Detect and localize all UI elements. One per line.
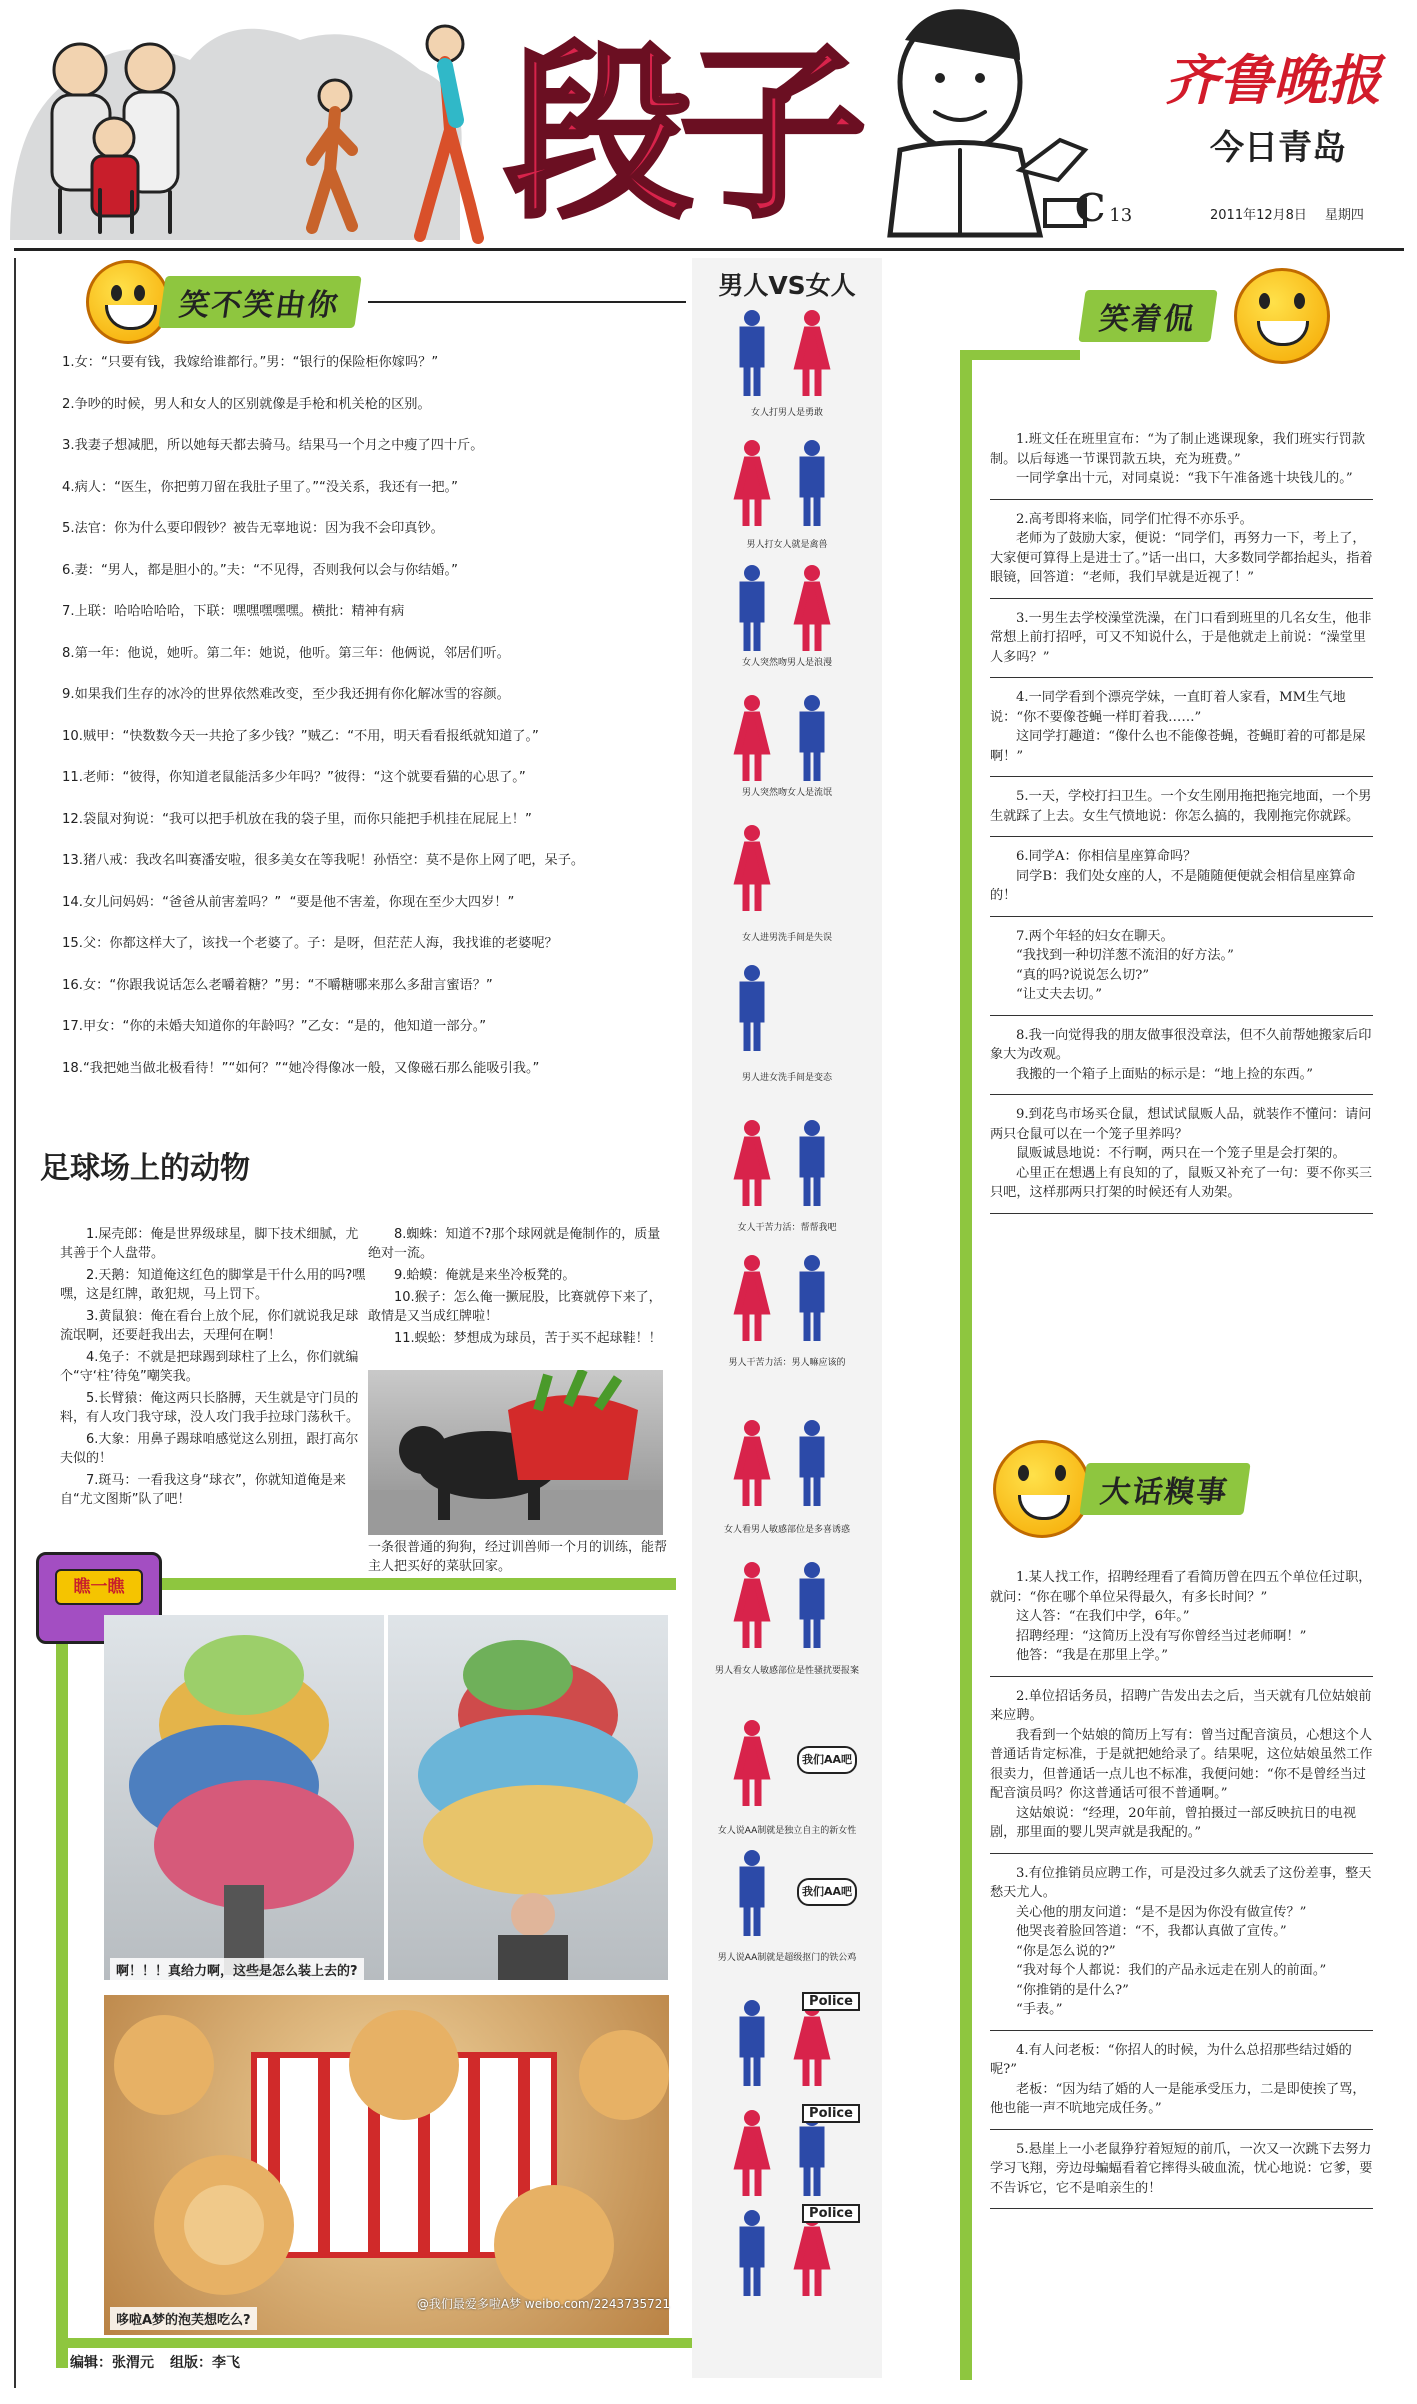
peek-label: 瞧一瞧 (55, 1569, 143, 1605)
weibo-watermark: @我们最爱多啦A梦 weibo.com/2243735721 (416, 2297, 670, 2311)
joke-paragraph: 他哭丧着脸回答道：“不，我都认真做了宣传。” (1016, 1924, 1287, 1939)
person-pictogram (803, 695, 821, 781)
pictogram-caption: 女人看男人敏感部位是多喜诱惑 (723, 1525, 850, 1535)
joke-paragraph: 3.有位推销员应聘工作，可是没过多久就丢了这份差事，整天愁天尤人。 (990, 1865, 1372, 1900)
joke-paragraph: 这姑娘说：“经理，20年前，曾拍摄过一部反映抗日的电视剧，那里面的婴儿哭声就是我配的。” (990, 1805, 1357, 1840)
cargo-photo-caption: 啊！！！真给力啊，这些是怎么装上去的? (110, 1958, 364, 1981)
man-vs-woman-column (692, 258, 882, 2378)
joke-paragraph: 1.班文任在班里宣布：“为了制止逃课现象，我们班实行罚款制。以后每逃一节课罚款五块，充为班费。” (990, 432, 1366, 467)
joke-block (990, 1095, 1373, 1214)
section-header-bragging (993, 1440, 1333, 1538)
joke-paragraph: 心里正在想遇上有良知的了，鼠贩又补充了一句：要不你买三只吧，这样那两只打架的时候还有人劝架。 (990, 1165, 1373, 1200)
joke-item: 16.女：“你跟我说话怎么老嚼着糖？”男：“不嚼糖哪来那么多甜言蜜语？” (62, 977, 493, 993)
laughing-smiley-icon (1234, 268, 1330, 364)
person-pictogram (743, 2000, 761, 2086)
page-digits: 13 (1109, 205, 1133, 226)
football-joke: 8.蜘蛛：知道不?那个球网就是俺制作的，质量绝对一流。 (368, 1227, 661, 1261)
person-pictogram (803, 440, 821, 526)
pictogram-caption: 男人打女人就是禽兽 (746, 540, 828, 550)
joke-block (990, 599, 1373, 679)
person-pictogram (738, 825, 766, 911)
joke-item: 4.病人：“医生，你把剪刀留在我肚子里了。”“没关系，我还有一把。” (62, 479, 458, 495)
joke-item: 18.“我把她当做北极看待！”“如何？”“她冷得像冰一般，又像磁石那么能吸引我。” (62, 1060, 540, 1076)
joke-paragraph: “手表。” (1016, 2002, 1063, 2017)
newspaper-name: 齐鲁晚报 (1165, 48, 1381, 112)
pictogram-strip (692, 258, 882, 2378)
credit-layout: 组版：李飞 (170, 2355, 240, 2371)
issue-date (1210, 204, 1364, 223)
person-pictogram (738, 1562, 766, 1648)
person-pictogram (738, 2110, 766, 2196)
football-column-2 (368, 1225, 668, 1351)
police-sign: Police (802, 1992, 860, 2011)
joke-item: 2.争吵的时候，男人和女人的区别就像是手枪和机关枪的区别。 (62, 396, 431, 412)
pictogram-caption: 男人突然吻女人是流氓 (741, 788, 832, 798)
joke-block (990, 420, 1373, 500)
person-pictogram (738, 1420, 766, 1506)
joke-item: 14.女儿问妈妈：“爸爸从前害羞吗？” “要是他不害羞，你现在至少大四岁！” (62, 894, 515, 910)
person-pictogram (803, 1562, 821, 1648)
joke-paragraph: 这人答：“在我们中学，6年。” (1016, 1609, 1190, 1624)
masthead (0, 0, 1417, 250)
joke-paragraph: “真的吗?说说怎么切?” (1016, 967, 1150, 983)
big-grin-smiley-icon (993, 1440, 1091, 1538)
football-joke: 10.猴子：怎么俺一撅屁股，比赛就停下来了，敢情是又当成红牌啦！ (368, 1290, 662, 1324)
pictogram-caption: 男人进女洗手间是变态 (741, 1073, 832, 1083)
section-title: 笑着侃 (1078, 290, 1217, 342)
section-title: 笑不笑由你 (158, 276, 361, 328)
football-joke: 5.长臂猿：俺这两只长胳膊，天生就是守门员的料，有人攻门我守球，没人攻门我手拉球门荡秋千。 (60, 1391, 360, 1425)
joke-block (990, 917, 1373, 1016)
section-divider (368, 301, 686, 303)
joke-block (990, 1016, 1373, 1096)
pictogram-caption: 女人打男人是勇敢 (750, 408, 823, 418)
person-pictogram (798, 310, 826, 396)
grinning-smiley-icon (86, 260, 170, 344)
joke-block (990, 1677, 1373, 1854)
joke-item: 7.上联：哈哈哈哈哈，下联：嘿嘿嘿嘿嘿。横批：精神有病 (62, 604, 405, 619)
joke-paragraph: 同学B：我们处女座的人，不是随随便便就会相信星座算命的！ (990, 868, 1356, 903)
father-head (54, 44, 106, 96)
section-header-chat (1082, 268, 1412, 364)
weekday-text: 星期四 (1324, 208, 1364, 223)
football-column-1 (60, 1225, 370, 1512)
joke-block (990, 1854, 1373, 2031)
child-head (94, 118, 134, 158)
person-pictogram (743, 1850, 761, 1936)
football-joke: 11.蜈蚣：梦想成为球员，苦于买不起球鞋！！ (394, 1331, 662, 1346)
joke-paragraph: 4.一同学看到个漂亮学妹，一直盯着人家看，MM生气地说：“你不要像苍蝇一样盯着我……” (990, 690, 1346, 725)
speech-bubble-woman: 我们AA吧 (797, 1746, 857, 1774)
edition-name: 今日青岛 (1210, 128, 1346, 168)
joke-item: 13.猪八戒：我改名叫赛潘安啦，很多美女在等我呢！孙悟空：莫不是你上网了吧，呆子。 (62, 853, 585, 868)
pictogram-caption: 女人突然吻男人是浪漫 (741, 658, 832, 668)
cargo-photo-left (104, 1615, 384, 1980)
person-pictogram (738, 695, 766, 781)
page-letter: C (1075, 185, 1106, 230)
person-pictogram (743, 965, 761, 1051)
person-pictogram (738, 1120, 766, 1206)
joke-paragraph: 7.两个年轻的妇女在聊天。 (1016, 928, 1174, 944)
person-pictogram (743, 2210, 761, 2296)
person-pictogram (738, 440, 766, 526)
green-frame-bottom (60, 2338, 710, 2348)
joke-block (990, 1558, 1373, 1677)
doraemon-puffs-photo (104, 1995, 669, 2335)
police-sign: Police (802, 2104, 860, 2123)
person-pictogram (738, 1720, 766, 1806)
date-text: 2011年12月8日 (1210, 208, 1307, 223)
dog-photo-caption: 一条很普通的狗狗，经过训兽师一个月的训练，能帮主人把买好的菜驮回家。 (368, 1540, 668, 1574)
joke-paragraph: 5.一天，学校打扫卫生。一个女生刚用拖把拖完地面，一个男生就踩了上去。女生气愤地说：你怎么搞的，我刚拖完你就踩。 (990, 789, 1372, 824)
joke-paragraph: “我对每个人都说：我们的产品永远走在别人的前面。” (1016, 1963, 1327, 1978)
joke-item: 1.女：“只要有钱，我嫁给谁都行。”男：“银行的保险柜你嫁吗？” (62, 355, 439, 370)
joke-paragraph: 招聘经理：“这简历上没有写你曾经当过老师啊！” (1016, 1628, 1307, 1644)
person-pictogram (803, 1255, 821, 1341)
joke-item: 6.妻：“男人，都是胆小的。”夫：“不见得，否则我何以会与你结婚。” (62, 562, 458, 578)
joke-paragraph: 9.到花鸟市场买仓鼠，想试试鼠贩人品，就装作不懂问：请问两只仓鼠可以在一个笼子里养吗？ (990, 1107, 1372, 1142)
person-pictogram (803, 1120, 821, 1206)
fan-icon (1020, 140, 1085, 180)
football-joke: 7.斑马：一看我这身“球衣”，你就知道俺是来自“尤文图斯”队了吧！ (60, 1473, 346, 1507)
person-pictogram (798, 2000, 826, 2086)
dog-photo (368, 1370, 663, 1535)
football-joke: 2.天鹅：知道俺这红色的脚掌是干什么用的吗?嘿嘿，这是红牌，敢犯规，马上罚下。 (60, 1268, 366, 1302)
joke-item: 5.法官：你为什么要印假钞？被告无辜地说：因为我不会印真钞。 (62, 521, 444, 536)
joke-item: 8.第一年：他说，她听。第二年：她说，他听。第三年：他俩说，邻居们听。 (62, 645, 510, 661)
joke-paragraph: 1.某人找工作，招聘经理看了看简历曾在四五个单位任过职，就问：“你在哪个单位呆得最久，有多长时间？” (990, 1570, 1372, 1605)
dog-illustration (368, 1370, 663, 1535)
person-pictogram (803, 1420, 821, 1506)
football-joke: 6.大象：用鼻子踢球咱感觉这么别扭，跟打高尔夫似的！ (60, 1432, 359, 1466)
football-joke: 4.兔子：不就是把球踢到球柱了上么，你们就编个“守‘柱’待兔”嘲笑我。 (60, 1350, 359, 1384)
pictogram-caption: 女人进男洗手间是失误 (741, 933, 832, 943)
man-vs-woman-title: 男人VS女人 (718, 271, 856, 300)
person-pictogram (743, 310, 761, 396)
joke-paragraph: 我搬的一个箱子上面贴的标示是：“地上捡的东西。” (1016, 1066, 1314, 1082)
joke-paragraph: 一同学拿出十元，对同桌说：“我下午准备逃十块钱儿的。” (1016, 471, 1353, 486)
section-title: 大话糗事 (1079, 1463, 1250, 1515)
pictogram-caption: 女人说AA制就是独立自主的新女性 (717, 1826, 857, 1836)
joke-paragraph: 6.同学A：你相信星座算命吗？ (1016, 849, 1197, 864)
joke-paragraph: “你推销的是什么?” (1016, 1982, 1129, 1998)
football-joke: 9.蛤蟆：俺就是来坐冷板凳的。 (394, 1268, 576, 1283)
football-joke: 1.屎壳郎：俺是世界级球星，脚下技术细腻，尤其善于个人盘带。 (60, 1227, 359, 1261)
joke-list (36, 353, 686, 1100)
credits (70, 2352, 240, 2372)
joke-item: 3.我妻子想减肥，所以她每天都去骑马。结果马一个月之中瘦了四十斤。 (62, 438, 484, 453)
person-pictogram (738, 1255, 766, 1341)
joke-paragraph: 5.悬崖上一小老鼠狰狞着短短的前爪，一次又一次跳下去努力学习飞翔，旁边母蝙蝠看着它摔得头破血流，忧心地说：它爹，要不告诉它，它不是咱亲生的！ (990, 2141, 1373, 2196)
joke-item: 11.老师：“彼得，你知道老鼠能活多少年吗？”彼得：“这个就要看猫的心思了。” (62, 770, 526, 785)
green-frame-left (56, 1578, 68, 2368)
joke-item: 10.贼甲：“快数数今天一共抢了多少钱？”贼乙：“不用，明天看看报纸就知道了。” (62, 728, 539, 744)
joke-paragraph: “让丈夫去切。” (1016, 987, 1103, 1002)
joke-block (990, 678, 1373, 777)
joke-paragraph: 他答：“我是在那里上学。” (1016, 1648, 1168, 1663)
joke-item: 17.甲女：“你的未婚夫知道你的年龄吗？”乙女：“是的，他知道一部分。” (62, 1019, 487, 1034)
joke-paragraph: 老师为了鼓励大家，便说：“同学们，再努力一下，考上了，大家便可算得上是进士了。”话一出口，大多数同学都抬起头，指着眼镜，回答道：“老师，我们早就是近视了！” (990, 531, 1373, 585)
joke-paragraph: 2.单位招话务员，招聘广告发出去之后，当天就有几位姑娘前来应聘。 (990, 1688, 1372, 1723)
mother-head (126, 44, 174, 92)
joke-paragraph: 我看到一个姑娘的简历上写有：曾当过配音演员，心想这个人普通话肯定标准，于是就把她给录了。结果呢，这位姑娘虽然工作很卖力，但普通话一点儿也不标准，我便问她：“你不是曾经当过配音演员吗？你这普通话可很不普通啊。” (990, 1727, 1373, 1801)
joke-paragraph: 2.高考即将来临，同学们忙得不亦乐乎。 (1016, 511, 1253, 527)
joke-paragraph: 4.有人问老板：“你招人的时候，为什么总招那些结过婚的呢?” (990, 2042, 1352, 2077)
masthead-rule (14, 248, 1404, 251)
page-number (1075, 185, 1132, 230)
joke-item: 12.袋鼠对狗说：“我可以把手机放在我的袋子里，而你只能把手机挂在屁屁上！” (62, 811, 532, 827)
pictogram-caption: 男人说AA制就是超级抠门的铁公鸡 (717, 1953, 857, 1963)
football-section-title: 足球场上的动物 (40, 1151, 250, 1186)
joke-paragraph: “你是怎么说的?” (1016, 1943, 1116, 1959)
green-frame-right-top (960, 350, 1080, 360)
section-header-laugh (86, 260, 686, 344)
page-title: 段子 (505, 25, 853, 244)
credit-editor: 编辑：张渭元 (70, 2355, 154, 2371)
joke-paragraph: “我找到一种切洋葱不流泪的好方法。” (1016, 948, 1234, 963)
joke-paragraph: 鼠贩诚恳地说：不行啊，两只在一个笼子里是会打架的。 (1016, 1146, 1346, 1161)
joke-paragraph: 关心他的朋友问道：“是不是因为你没有做宣传？” (1016, 1904, 1307, 1920)
joke-block (990, 777, 1373, 837)
joke-paragraph: 3.一男生去学校澡堂洗澡，在门口看到班里的几名女生，他非常想上前打招呼，可又不知说什么，于是他就走上前说：“澡堂里人多吗？” (990, 610, 1372, 665)
pictogram-caption: 女人干苦力活：帮帮我吧 (737, 1223, 837, 1233)
joke-paragraph: 8.我一向觉得我的朋友做事很没章法，但不久前帮她搬家后印象大为改观。 (990, 1027, 1372, 1062)
green-frame-right-column (960, 350, 972, 2380)
joke-paragraph: 老板：“因为结了婚的人一是能承受压力，二是即使挨了骂，他也能一声不吭地完成任务。” (990, 2081, 1366, 2116)
cargo-photo-right (388, 1615, 668, 1980)
pictogram-caption: 男人看女人敏感部位是性骚扰要报案 (714, 1666, 859, 1676)
joke-block (990, 2031, 1373, 2130)
joke-paragraph: 这同学打趣道：“像什么也不能像苍蝇，苍蝇盯着的可都是屎啊！” (990, 729, 1366, 764)
bragging-joke-list (990, 1558, 1373, 2209)
person-pictogram (743, 565, 761, 651)
football-joke: 3.黄鼠狼：俺在看台上放个屁，你们就说我足球流氓啊，还要赶我出去，天理何在啊！ (60, 1309, 359, 1343)
joke-block (990, 2130, 1373, 2210)
doraemon-photo-caption: 哆啦A梦的泡芙想吃么? (110, 2307, 257, 2330)
joke-item: 9.如果我们生存的冰冷的世界依然难改变，至少我还拥有你化解冰雪的容颜。 (62, 687, 510, 702)
joke-item: 15.父：你都这样大了，该找一个老婆了。子：是呀，但茫茫人海，我找谁的老婆呢？ (62, 936, 558, 951)
chat-joke-list (990, 420, 1373, 1214)
speech-bubble-man: 我们AA吧 (797, 1878, 857, 1906)
person-pictogram (798, 565, 826, 651)
police-sign: Police (802, 2204, 860, 2223)
pictogram-caption: 男人干苦力活：男人嘛应该的 (728, 1358, 846, 1368)
joke-block (990, 500, 1373, 599)
joke-block (990, 837, 1373, 917)
